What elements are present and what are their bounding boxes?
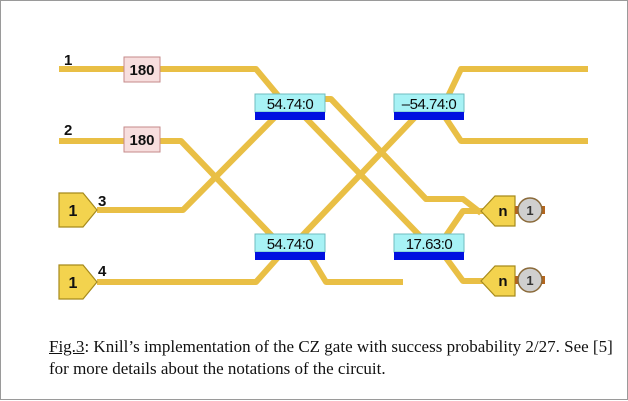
mode-label-1: 1 (64, 52, 73, 69)
mode-label-3: 3 (98, 193, 107, 210)
source-label: 1 (68, 275, 78, 292)
beam-splitter-label: 17.63:0 (405, 236, 453, 253)
detector-mode-4 (481, 266, 545, 296)
beam-splitter-label: –54.74:0 (401, 96, 457, 113)
mode-label-2: 2 (64, 122, 73, 139)
detector-mode-3 (481, 196, 545, 226)
detector-label: n (498, 203, 508, 220)
source-mode-3 (59, 193, 97, 227)
phase-shifter-mode-2 (124, 127, 160, 152)
phase-shifter-label: 180 (129, 62, 155, 79)
beam-splitter-label: 54.74:0 (266, 96, 314, 113)
phase-shifter-label: 180 (129, 132, 155, 149)
detector-label: n (498, 273, 508, 290)
beam-splitter-bottom-left (255, 234, 325, 260)
beam-splitter-top-left (255, 94, 325, 120)
beam-splitter-bottom-right (394, 234, 464, 260)
wire-mode-4 (97, 254, 281, 282)
phase-shifter-mode-1 (124, 57, 160, 82)
beam-splitter-top-right (394, 94, 464, 120)
detector-count: 1 (526, 203, 534, 218)
source-label: 1 (68, 203, 78, 220)
detector-count: 1 (526, 273, 534, 288)
beam-splitter-label: 54.74:0 (266, 236, 314, 253)
source-mode-4 (59, 265, 97, 299)
caption-text: : Knill’s implementation of the CZ gate with success probability 2/27. See [5] for more details about the notations of the circuit. (49, 337, 613, 378)
mode-label-4: 4 (98, 263, 107, 280)
figure-reference[interactable]: Fig.3 (49, 337, 85, 356)
figure-caption (49, 336, 619, 380)
